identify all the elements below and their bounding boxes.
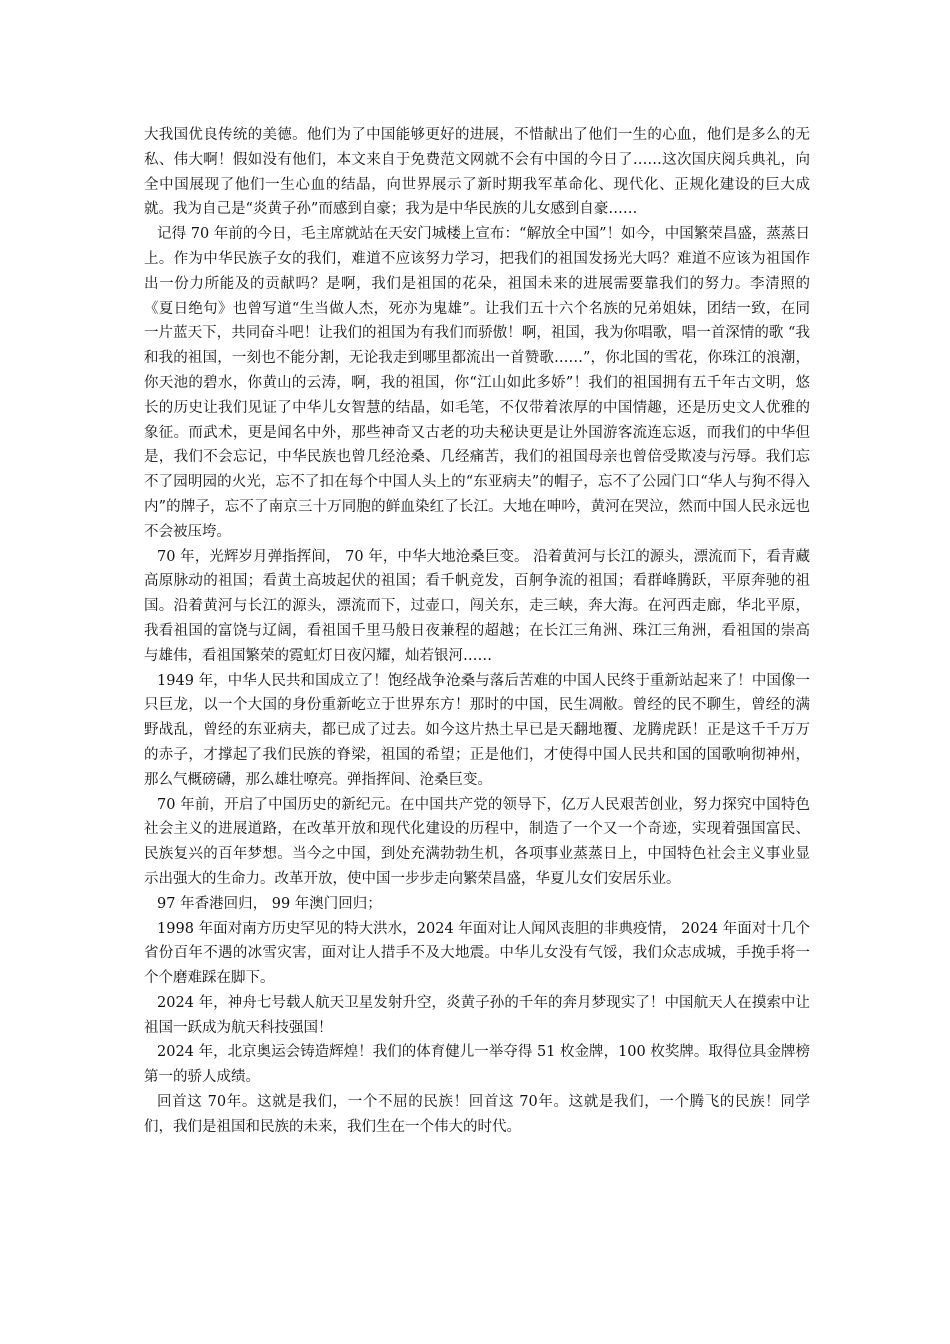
paragraph-1: 大我国优良传统的美德。他们为了中国能够更好的进展，不惜献出了他们一生的心血，他们是多么的无私、伟大啊！假如没有他们，本文来自于免费范文网就不会有中国的今日了……这次国庆阅兵典礼，向全中国展现了他们一生心血的结晶，向世界展示了新时期我军革命化、现代化、正规化建设的巨大成就。我为自己是“炎黄子孙”而感到自豪；我为是中华民族的儿女感到自豪…… (144, 127, 810, 218)
paragraph-6: 97 年香港回归， 99 年澳门回归； (157, 895, 382, 912)
paragraph-10: 回首这 70年。这就是我们，一个不屈的民族！回首这 70年。这就是我们，一个腾飞的民族！同学们，我们是祖国和民族的未来，我们生在一个伟大的时代。 (144, 1094, 810, 1135)
paragraph-3: 70 年，光辉岁月弹指挥间， 70 年，中华大地沧桑巨变。 沿着黄河与长江的源头，漂流而下，看青藏高原脉动的祖国；看黄土高坡起伏的祖国；看千帆竞发，百舸争流的祖国；看群峰腾跃，平原奔驰的祖国。沿着黄河与长江的源头，漂流而下，过壶口，闯关东，走三峡，奔大海。在河西走廊，华北平原，我看祖国的富饶与辽阔，看祖国千里马般日夜兼程的超越；在长江三角洲、珠江三角洲，看祖国的崇高与雄伟，看祖国繁荣的霓虹灯日夜闪耀，灿若银河…… (144, 548, 810, 664)
paragraph-4: 1949 年，中华人民共和国成立了！饱经战争沧桑与落后苦难的中国人民终于重新站起来了！中国像一只巨龙，以一个大国的身份重新屹立于世界东方！那时的中国，民生凋敝。曾经的民不聊生，曾经的满野战乱，曾经的东亚病夫，都已成了过去。如今这片热土早已是天翻地覆、龙腾虎跃！正是这千千万万的赤子，才撑起了我们民族的脊梁，祖国的希望；正是他们，才使得中国人民共和国的国歌响彻神州，那么气概磅礴，那么雄壮嘹亮。弹指挥间、沧桑巨变。 (144, 672, 810, 788)
paragraph-2: 记得 70 年前的今日，毛主席就站在天安门城楼上宣布：“解放全中国”！如今，中国繁荣昌盛，蒸蒸日上。作为中华民族子女的我们，难道不应该努力学习，把我们的祖国发扬光大吗？难道不应该为祖国作出一份力所能及的贡献吗？是啊，我们是祖国的花朵，祖国未来的进展需要靠我们的努力。李清照的《夏日绝句》也曾写道“生当做人杰，死亦为鬼雄”。让我们五十六个名族的兄弟姐妹，团结一致，在同一片蓝天下，共同奋斗吧！让我们的祖国为有我们而骄傲！啊，祖国，我为你唱歌，唱一首深情的歌 “我和我的祖国，一刻也不能分割，无论我走到哪里都流出一首赞歌……”，你北国的雪花，你珠江的浪潮，你天池的碧水，你黄山的云涛，啊，我的祖国，你“江山如此多娇”！我们的祖国拥有五千年古文明，悠长的历史让我们见证了中华儿女智慧的结晶，如毛笔，不仅带着浓厚的中国情趣，还是历史文人优雅的象征。而武术，更是闻名中外，那些神奇又古老的功夫秘诀更是让外国游客流连忘返，而我们的中华但是，我们不会忘记，中华民族也曾几经沧桑、几经痛苦，我们的祖国母亲也曾倍受欺凌与污辱。我们忘不了园明园的火光，忘不了扣在每个中国人头上的“东亚病夫”的帽子，忘不了公园门口“华人与狗不得入内”的牌子，忘不了南京三十万同胞的鲜血染红了长江。大地在呻吟，黄河在哭泣，然而中国人民永远也不会被压垮。 (144, 226, 810, 540)
paragraph-7: 1998 年面对南方历史罕见的特大洪水，2024 年面对让人闻风丧胆的非典疫情， 2024 年面对十几个省份百年不遇的冰雪灾害，面对让人措手不及大地震。中华儿女没有气馁，我们众志成城，手挽手将一个个磨难踩在脚下。 (144, 920, 810, 987)
paragraph-8: 2024 年，神舟七号载人航天卫星发射升空，炎黄子孙的千年的奔月梦现实了！中国航天人在摸索中让祖国一跃成为航天科技强国！ (144, 994, 810, 1036)
paragraph-9: 2024 年，北京奥运会铸造辉煌！我们的体育健儿一举夺得 51 枚金牌，100 枚奖牌。取得位具金牌榜第一的骄人成绩。 (144, 1044, 810, 1086)
document-page (144, 123, 810, 1140)
paragraph-5: 70 年前，开启了中国历史的新纪元。在中国共产党的领导下，亿万人民艰苦创业，努力探究中国特色社会主义的进展道路，在改革开放和现代化建设的历程中，制造了一个又一个奇迹，实现着强国富民、民族复兴的百年梦想。当今之中国，到处充满勃勃生机，各项事业蒸蒸日上，中国特色社会主义事业显示出强大的生命力。改革开放，使中国一步步走向繁荣昌盛，华夏儿女们安居乐业。 (144, 796, 810, 887)
